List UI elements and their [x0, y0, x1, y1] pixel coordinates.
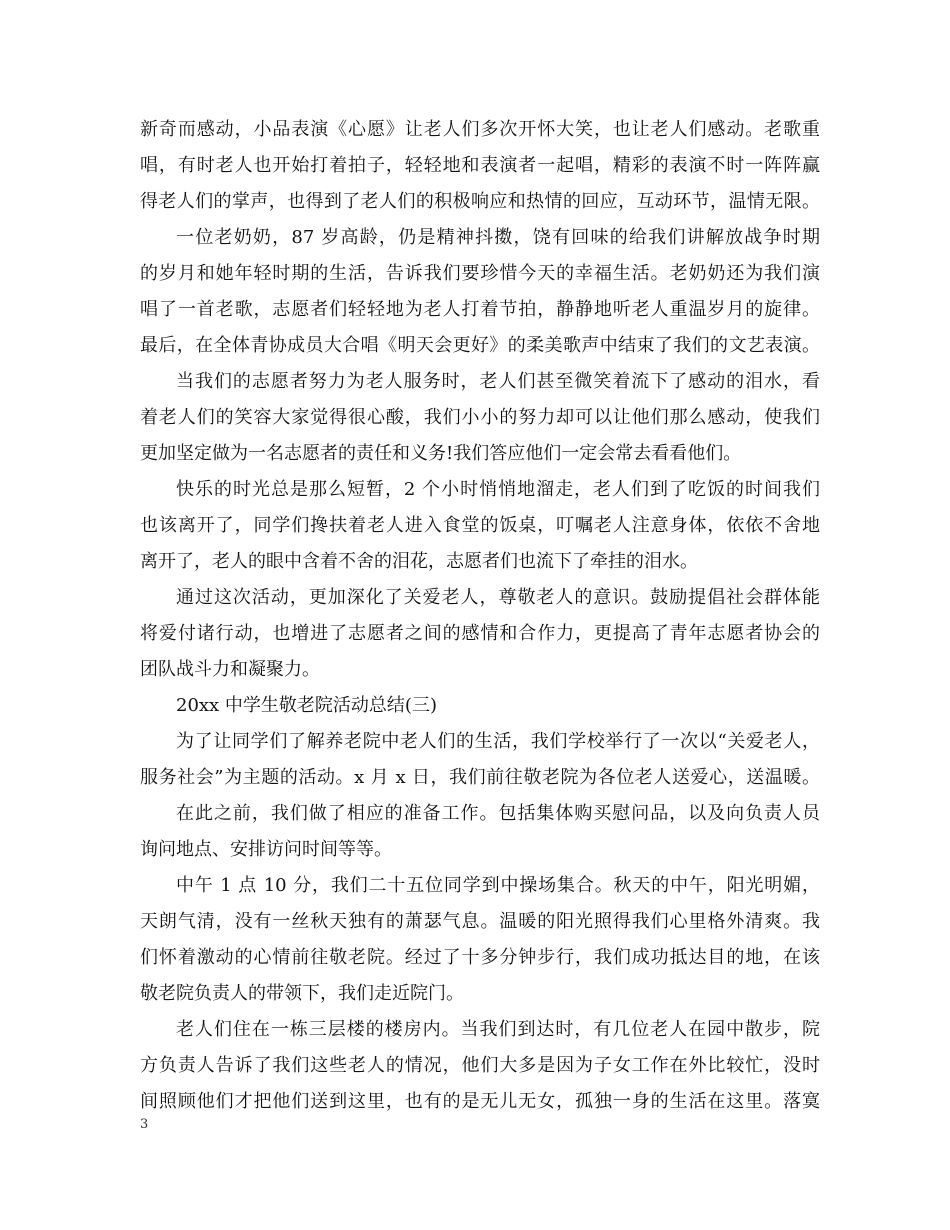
text-line: 也该离开了，同学们搀扶着老人进入食堂的饭桌，叮嘱老人注意身体，依依不舍地 — [140, 515, 820, 536]
text-line: 服务社会”为主题的活动。x 月 x 日，我们前往敬老院为各位老人送爱心，送温暖。 — [140, 767, 820, 788]
text-line: 唱，有时老人也开始打着拍子，轻轻地和表演者一起唱，精彩的表演不时一阵阵赢 — [140, 155, 820, 176]
text-line: 最后，在全体青协成员大合唱《明天会更好》的柔美歌声中结束了我们的文艺表演。 — [140, 335, 820, 356]
text-line: 当我们的志愿者努力为老人服务时，老人们甚至微笑着流下了感动的泪水，看 — [176, 371, 820, 392]
text-line: 一位老奶奶，87 岁高龄，仍是精神抖擞，饶有回味的给我们讲解放战争时期 — [176, 227, 820, 248]
text-line: 敬老院负责人的带领下，我们走近院门。 — [140, 983, 464, 1004]
text-line: 团队战斗力和凝聚力。 — [140, 659, 320, 680]
text-line: 着老人们的笑容大家觉得很心酸，我们小小的努力却可以让他们那么感动，使我们 — [140, 407, 820, 428]
text-line: 的岁月和她年轻时期的生活，告诉我们要珍惜今天的幸福生活。老奶奶还为我们演 — [140, 263, 820, 284]
text-line: 离开了，老人的眼中含着不舍的泪花，志愿者们也流下了牵挂的泪水。 — [140, 551, 698, 572]
text-line: 唱了一首老歌，志愿者们轻轻地为老人打着节拍，静静地听老人重温岁月的旋律。 — [140, 299, 820, 320]
text-line: 快乐的时光总是那么短暂，2 个小时悄悄地溜走，老人们到了吃饭的时间我们 — [176, 479, 820, 500]
text-line: 得老人们的掌声，也得到了老人们的积极响应和热情的回应，互动环节，温情无限。 — [140, 191, 820, 212]
text-line: 更加坚定做为一名志愿者的责任和义务!我们答应他们一定会常去看看他们。 — [140, 443, 742, 464]
page-number: 3 — [140, 1117, 149, 1132]
text-line: 在此之前，我们做了相应的准备工作。包括集体购买慰问品，以及向负责人员 — [176, 803, 820, 824]
text-line: 询问地点、安排访问时间等等。 — [140, 839, 392, 860]
text-line: 们怀着激动的心情前往敬老院。经过了十多分钟步行，我们成功抵达目的地，在该 — [140, 947, 820, 968]
text-line: 将爱付诸行动，也增进了志愿者之间的感情和合作力，更提高了青年志愿者协会的 — [140, 623, 820, 644]
text-line: 新奇而感动，小品表演《心愿》让老人们多次开怀大笑，也让老人们感动。老歌重 — [140, 119, 820, 140]
text-line: 方负责人告诉了我们这些老人的情况，他们大多是因为子女工作在外比较忙，没时 — [140, 1055, 820, 1076]
text-line: 通过这次活动，更加深化了关爱老人，尊敬老人的意识。鼓励提倡社会群体能 — [176, 587, 820, 608]
text-line: 中午 1 点 10 分，我们二十五位同学到中操场集合。秋天的中午，阳光明媚， — [176, 875, 820, 896]
text-line: 为了让同学们了解养老院中老人们的生活，我们学校举行了一次以“关爱老人， — [176, 731, 820, 752]
text-line: 天朗气清，没有一丝秋天独有的萧瑟气息。温暖的阳光照得我们心里格外清爽。我 — [140, 911, 820, 932]
text-line: 20xx 中学生敬老院活动总结(三) — [176, 695, 437, 716]
text-line: 老人们住在一栋三层楼的楼房内。当我们到达时，有几位老人在园中散步，院 — [176, 1019, 820, 1040]
text-line: 间照顾他们才把他们送到这里，也有的是无儿无女，孤独一身的生活在这里。落寞 — [140, 1091, 820, 1112]
document-body — [140, 112, 820, 1120]
